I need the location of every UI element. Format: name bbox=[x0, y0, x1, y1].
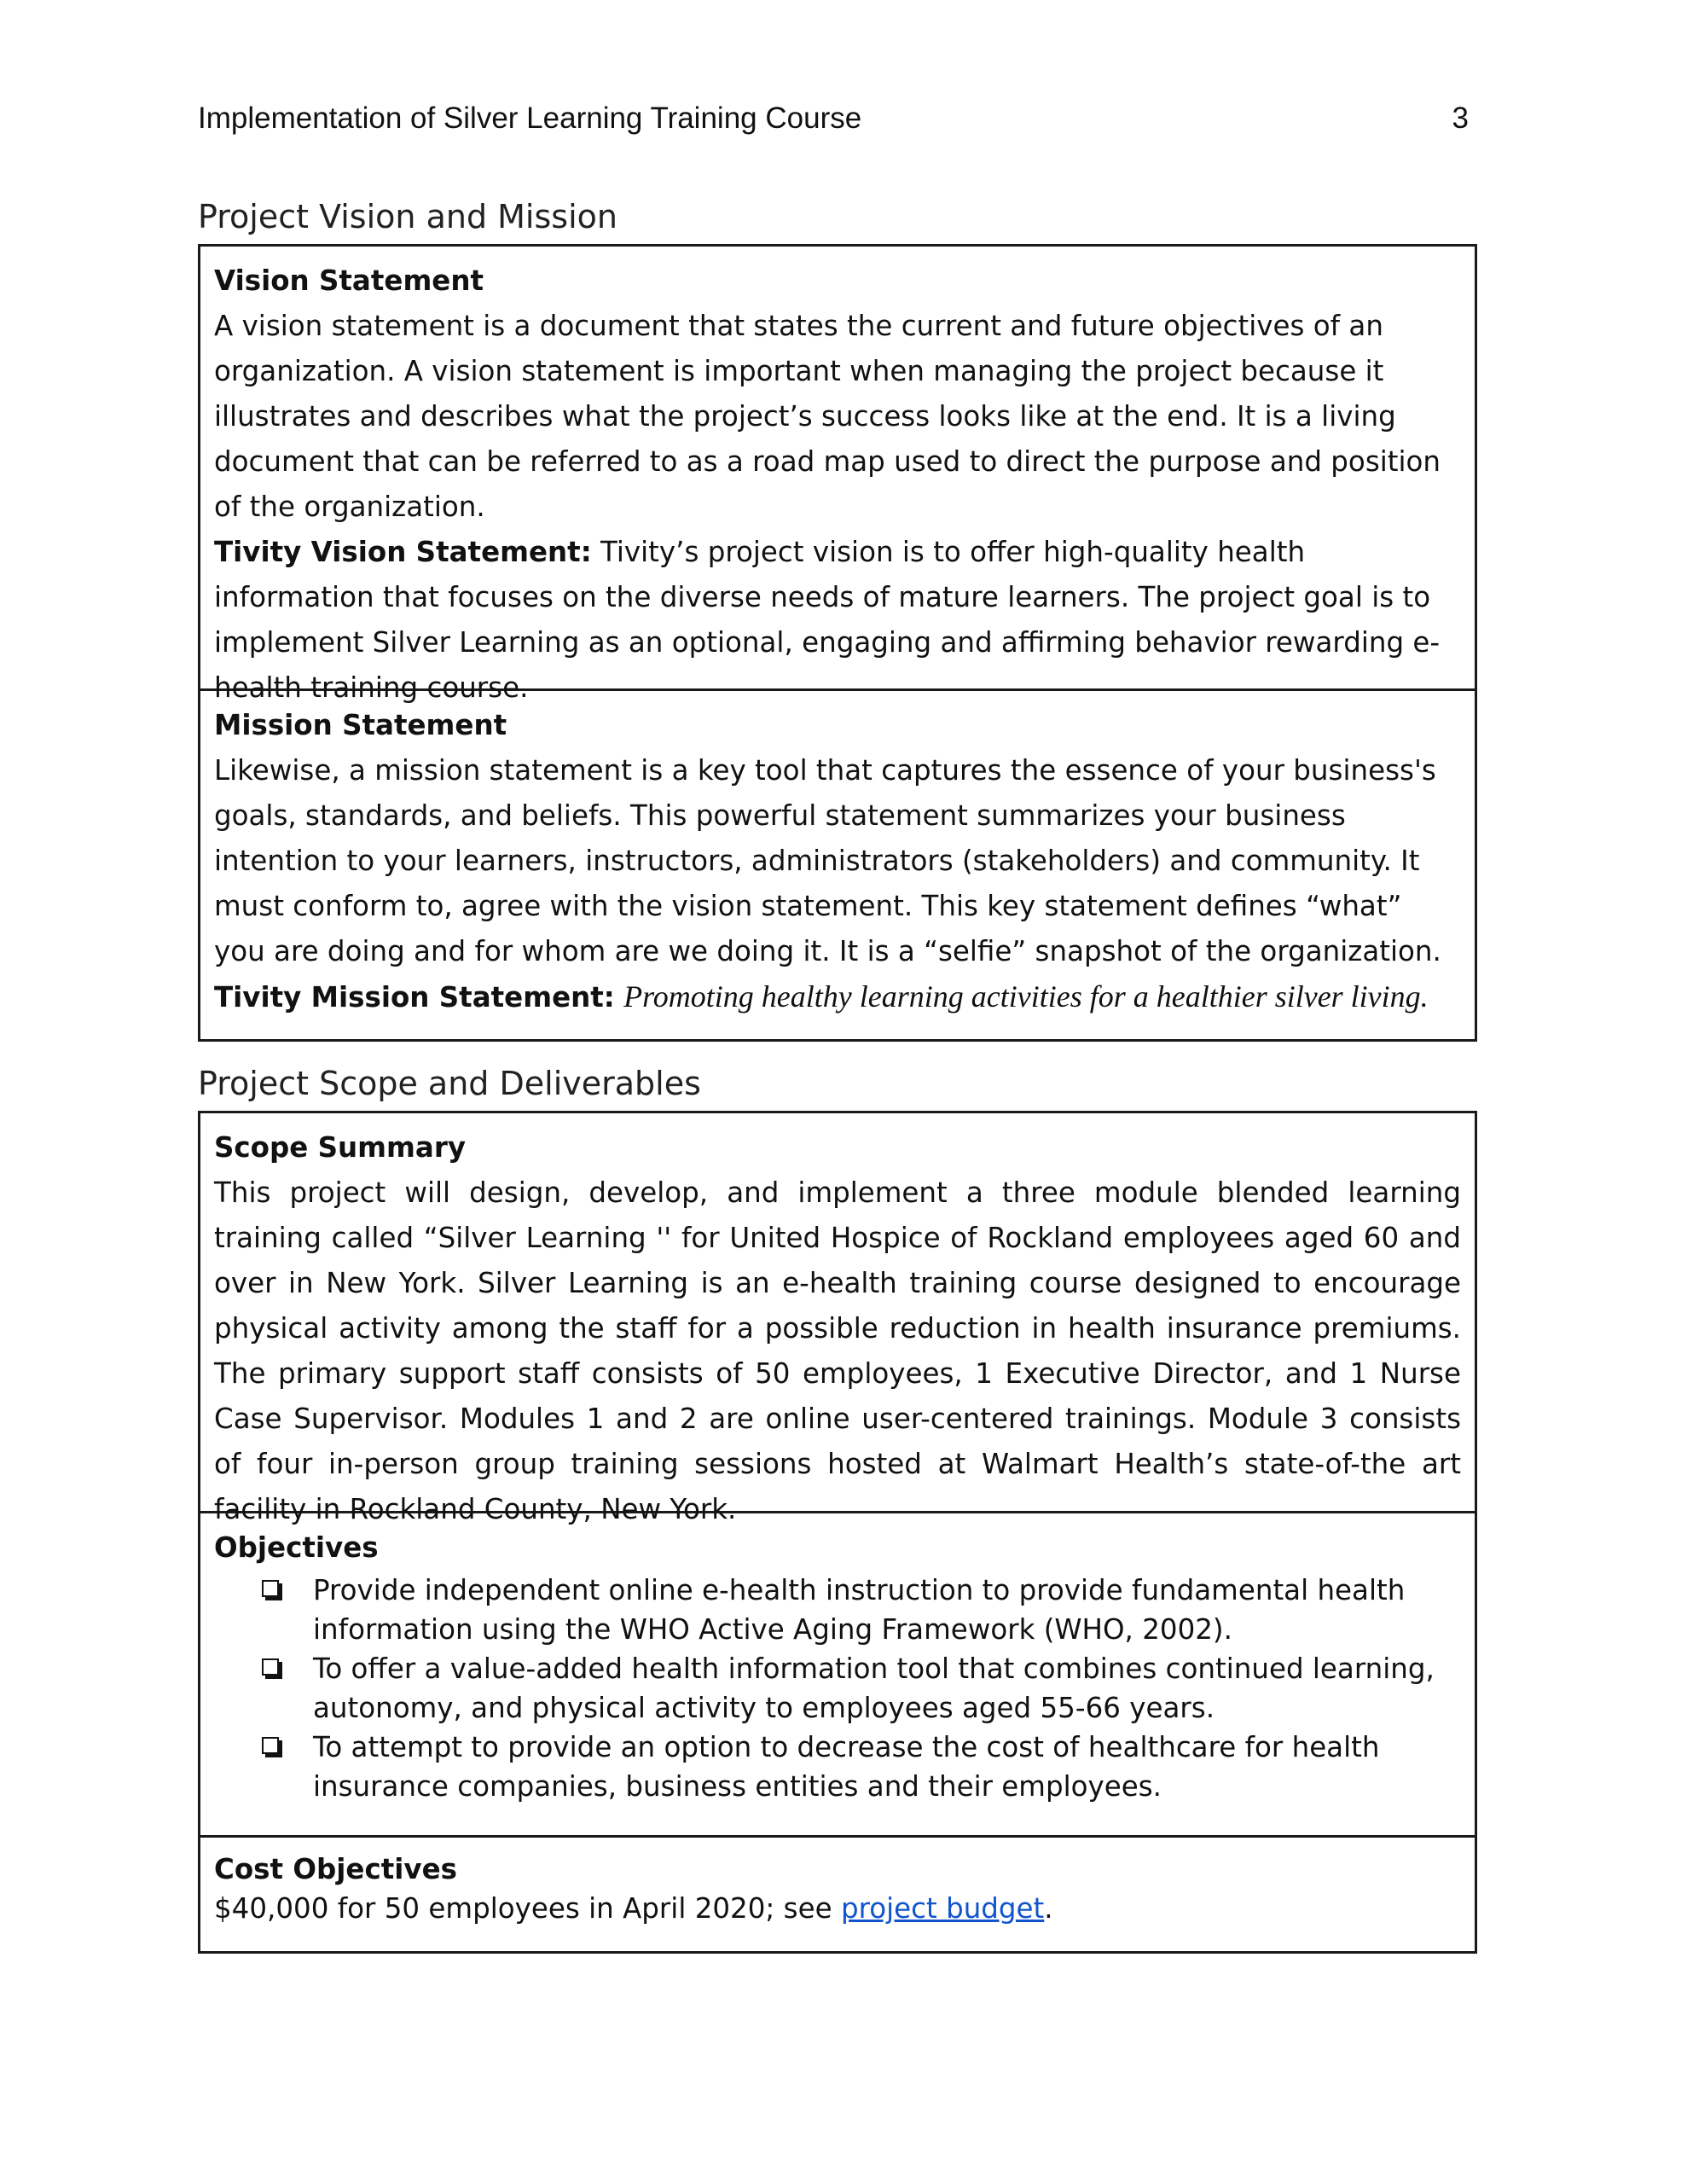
checkbox-icon bbox=[262, 1580, 279, 1597]
mission-body: Likewise, a mission statement is a key tool that captures the essence of your business's goals, standards, and beliefs. This powerful statement summarizes your business intention to your learners, instructors, administrators (stakeholders) and community. It must conform to, agree with the vision statement. This key statement defines “what” you are doing and for whom are we doing it. It is a “selfie” snapshot of the organization. bbox=[214, 754, 1441, 967]
tivity-vision bbox=[214, 530, 1461, 711]
tivity-mission-label: Tivity Mission Statement: bbox=[214, 981, 615, 1014]
objective-text: To offer a value-added health information tool that combines continued learning, autonomy, and physical activity to employees aged 55-66 years. bbox=[313, 1653, 1435, 1724]
vision-cell bbox=[200, 247, 1475, 704]
checkbox-icon bbox=[262, 1658, 279, 1676]
tivity-vision-label: Tivity Vision Statement: bbox=[214, 536, 592, 568]
project-budget-link[interactable]: project budget bbox=[840, 1892, 1045, 1925]
running-header bbox=[198, 101, 1469, 136]
objectives-label: Objectives bbox=[214, 1531, 379, 1564]
scope-summary-label: Scope Summary bbox=[214, 1131, 467, 1164]
cost-objectives-label: Cost Objectives bbox=[214, 1853, 457, 1885]
tivity-mission-text: Promoting healthy learning activities for a healthier silver living. bbox=[623, 979, 1429, 1014]
scope-summary-cell bbox=[200, 1113, 1475, 1525]
objective-item bbox=[257, 1649, 1461, 1728]
scope-table bbox=[198, 1111, 1477, 1954]
vision-label: Vision Statement bbox=[214, 264, 484, 297]
objectives-cell bbox=[200, 1511, 1475, 1835]
objectives-list bbox=[214, 1571, 1461, 1806]
vision-mission-heading: Project Vision and Mission bbox=[198, 198, 617, 235]
scope-summary-body: This project will design, develop, and implement a three module blended learning training called “Silver Learning '' for United Hospice of Rockland employees aged 60 and over in New York. Silver Learning is an e-health training course designed to encourage physical activity among the staff for a possible reduction in health insurance premiums. The primary support staff consists of 50 employees, 1 Executive Director, and 1 Nurse Case Supervisor. Modules 1 and 2 are online user-centered trainings. Module 3 consists of four in-person group training sessions hosted at Walmart Health’s state-of-the art facility in Rockland County, New York. bbox=[214, 1176, 1461, 1525]
mission-label: Mission Statement bbox=[214, 709, 507, 741]
tivity-vision-text: Tivity’s project vision is to offer high-quality health information that focuses on the diverse needs of mature learners. The project goal is to implement Silver Learning as an optional, engaging and affirming behavior rewarding e-health training course. bbox=[214, 536, 1441, 704]
scope-heading: Project Scope and Deliverables bbox=[198, 1065, 701, 1102]
page-number: 3 bbox=[1452, 102, 1469, 135]
objective-item bbox=[257, 1571, 1461, 1649]
cost-trailing: . bbox=[1044, 1892, 1053, 1925]
document-title: Implementation of Silver Learning Training Course bbox=[198, 102, 862, 135]
mission-cell bbox=[200, 688, 1475, 1039]
checkbox-icon bbox=[262, 1737, 279, 1754]
objective-text: Provide independent online e-health instruction to provide fundamental health information using the WHO Active Aging Framework (WHO, 2002). bbox=[313, 1574, 1406, 1646]
objective-item bbox=[257, 1728, 1461, 1806]
cost-objectives-text bbox=[214, 1889, 1461, 1928]
cost-text: $40,000 for 50 employees in April 2020; see bbox=[214, 1892, 841, 1925]
vision-body: A vision statement is a document that states the current and future objectives of an organization. A vision statement is important when managing the project because it illustrates and describes what the project’s success looks like at the end. It is a living document that can be referred to as a road map used to direct the purpose and position of the organization. bbox=[214, 310, 1441, 523]
cost-objectives-cell bbox=[200, 1835, 1475, 1951]
vision-mission-table bbox=[198, 244, 1477, 1042]
objective-text: To attempt to provide an option to decrease the cost of healthcare for health insurance companies, business entities and their employees. bbox=[313, 1731, 1380, 1803]
tivity-mission bbox=[214, 974, 1461, 1020]
